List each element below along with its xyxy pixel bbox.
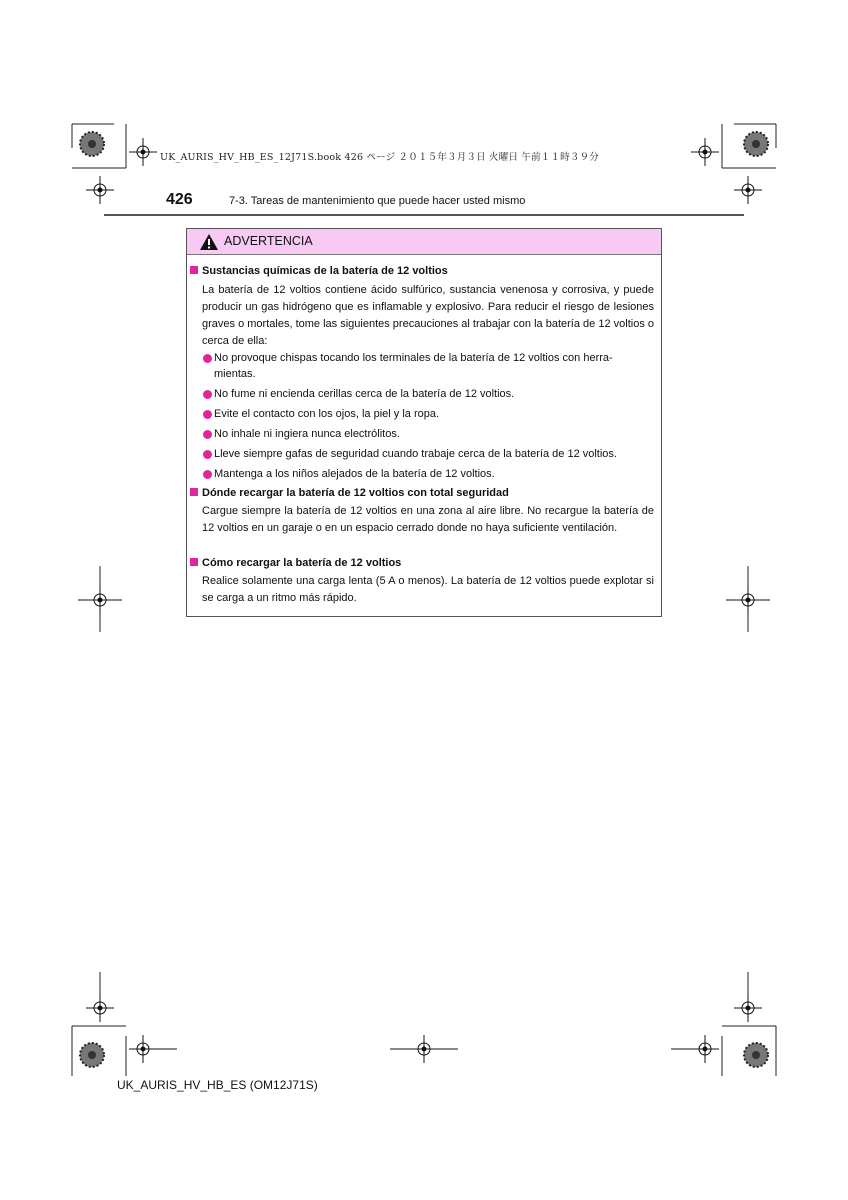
- square-bullet-icon: [190, 266, 198, 274]
- list-item: No inhale ni ingiera nunca electrólitos.: [202, 426, 654, 442]
- warning-box: [186, 228, 662, 617]
- circle-bullet-icon: [203, 390, 212, 399]
- section-paragraph: La batería de 12 voltios contiene ácido sulfúrico, sustancia venenosa y corrosiva, y puede producir un gas hidrógeno que es inflamable y explosivo. Para reducir el riesgo de lesiones graves o mortales, tome las siguientes precauciones al trabajar con la batería de 12 voltios o cerca de ella:: [202, 284, 654, 347]
- list-item: Evite el contacto con los ojos, la piel y la ropa.: [202, 406, 654, 422]
- circle-bullet-icon: [203, 410, 212, 419]
- list-item: No provoque chispas tocando los terminales de la batería de 12 voltios con herra-mientas.: [202, 350, 654, 382]
- list-item: No fume ni encienda cerillas cerca de la batería de 12 voltios.: [202, 386, 654, 402]
- section-heading: Cómo recargar la batería de 12 voltios: [190, 557, 401, 569]
- circle-bullet-icon: [203, 430, 212, 439]
- section-paragraph: Cargue siempre la batería de 12 voltios en una zona al aire libre. No recargue la batería de 12 voltios en un garaje o en un espacio cerrado donde no haya suficiente ventilación.: [202, 505, 654, 534]
- warning-title: ADVERTENCIA: [224, 234, 313, 248]
- print-header: UK_AURIS_HV_HB_ES_12J71S.book 426 ページ ２０１５年３月３日 火曜日 午前１１時３９分: [160, 152, 599, 163]
- section-heading: Sustancias químicas de la batería de 12 voltios: [190, 265, 448, 277]
- square-bullet-icon: [190, 558, 198, 566]
- circle-bullet-icon: [203, 450, 212, 459]
- section-title: 7-3. Tareas de mantenimiento que puede hacer usted mismo: [229, 195, 526, 207]
- circle-bullet-icon: [203, 470, 212, 479]
- circle-bullet-icon: [203, 354, 212, 363]
- warning-triangle-icon: [199, 233, 219, 251]
- header-divider: [104, 214, 744, 216]
- square-bullet-icon: [190, 488, 198, 496]
- page-number: 426: [166, 191, 193, 208]
- list-item: Lleve siempre gafas de seguridad cuando trabaje cerca de la batería de 12 voltios.: [202, 446, 654, 462]
- warning-header: [187, 229, 661, 255]
- section-heading: Dónde recargar la batería de 12 voltios con total seguridad: [190, 487, 509, 499]
- footer-model-code: UK_AURIS_HV_HB_ES (OM12J71S): [117, 1078, 318, 1092]
- section-paragraph: Realice solamente una carga lenta (5 A o menos). La batería de 12 voltios puede explotar si se carga a un ritmo más rápido.: [202, 575, 654, 604]
- list-item: Mantenga a los niños alejados de la batería de 12 voltios.: [202, 466, 654, 482]
